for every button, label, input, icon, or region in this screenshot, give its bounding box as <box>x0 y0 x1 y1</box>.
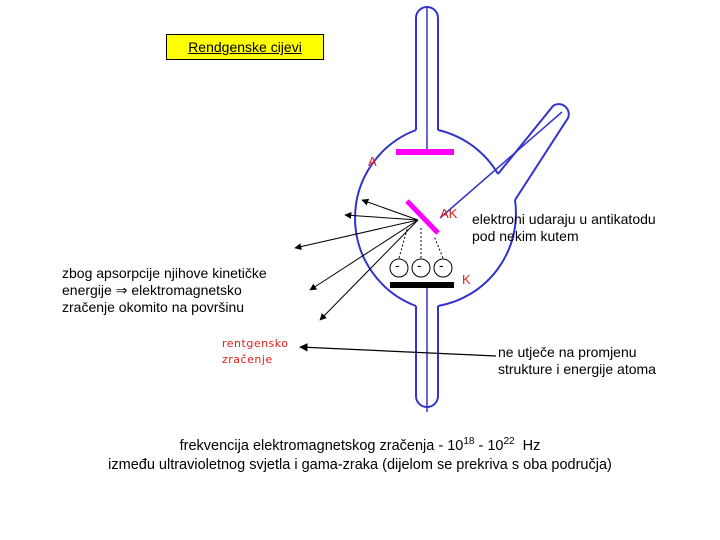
note-absorption-line2: energije ⇒ elektromagnetsko <box>62 282 242 298</box>
cathode-label: K <box>462 272 471 287</box>
frequency-note <box>0 432 720 475</box>
note-electrons-hit-line2: pod nekim kutem <box>472 228 579 244</box>
electron-2: - <box>417 259 422 274</box>
xray-label-line1: rentgensko <box>222 337 289 350</box>
note-absorption-line1: zbog apsorpcije njihove kinetičke <box>62 265 267 281</box>
anticathode-lead <box>440 112 562 218</box>
note-absorption <box>62 265 267 316</box>
frequency-exp2: 22 <box>503 436 515 447</box>
note-electrons-hit-line1: elektroni udaraju u antikatodu <box>472 211 656 227</box>
page-title: Rendgenske cijevi <box>188 39 302 55</box>
note-electrons-hit <box>472 211 656 245</box>
anticathode-label: AK <box>440 206 458 221</box>
electron-3: - <box>439 259 444 274</box>
frequency-line1 <box>0 432 720 456</box>
xray-pointer <box>300 347 496 356</box>
frequency-line2: između ultravioletnog svjetla i gama-zraka (dijelom se prekriva s oba područja) <box>108 456 612 473</box>
note-no-change <box>498 344 656 378</box>
anode-label: A <box>368 154 377 169</box>
note-no-change-line1: ne utječe na promjenu <box>498 344 637 360</box>
electron-1: - <box>395 259 400 274</box>
anticathode-plate <box>407 201 438 233</box>
frequency-middle: - 10 <box>474 437 504 454</box>
note-absorption-line3: zračenje okomito na površinu <box>62 299 245 315</box>
xray-label-line2: zračenje <box>222 353 273 366</box>
note-no-change-line2: strukture i energije atoma <box>498 361 656 377</box>
frequency-unit: Hz <box>514 437 541 454</box>
xray-label <box>222 336 289 368</box>
frequency-prefix: frekvencija elektromagnetskog zračenja - 10 <box>179 437 464 454</box>
frequency-exp1: 18 <box>463 436 475 447</box>
